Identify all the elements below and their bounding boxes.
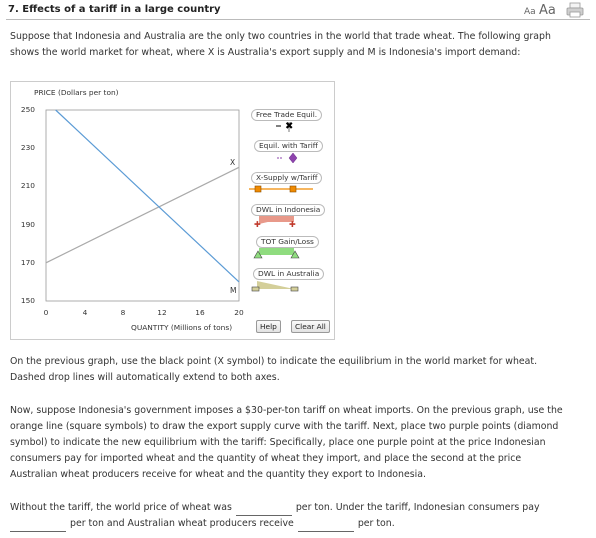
graph-panel xyxy=(10,81,335,340)
consumer-price-answer-blank[interactable] xyxy=(10,521,66,532)
svg-text:✚: ✚ xyxy=(254,220,261,229)
font-size-large-button[interactable]: Aa xyxy=(539,3,556,18)
y-tick-label: 230 xyxy=(20,143,35,152)
header-divider xyxy=(6,19,590,20)
salmon-area-icon[interactable] xyxy=(254,216,296,229)
x-tick-label: 8 xyxy=(120,308,126,317)
x-tick-label: 16 xyxy=(195,308,205,317)
palette-dwl-in-indonesia[interactable]: DWL in Indonesia xyxy=(251,204,325,216)
print-icon[interactable] xyxy=(565,2,585,18)
x-axis-title: QUANTITY (Millions of tons) xyxy=(131,323,233,332)
y-axis-title: PRICE (Dollars per ton) xyxy=(34,88,119,97)
palette-dwl-in-australia[interactable]: DWL in Australia xyxy=(253,268,324,280)
palette-free-trade-equil[interactable]: Free Trade Equil. xyxy=(251,109,322,121)
svg-text:✖: ✖ xyxy=(285,121,294,132)
x-tick-label: 4 xyxy=(82,308,88,317)
plot-area[interactable] xyxy=(46,110,239,301)
fill-in-question xyxy=(10,500,570,532)
clear-all-button[interactable]: Clear All xyxy=(291,320,330,333)
x-tick-label: 12 xyxy=(157,308,167,317)
x-tick-label: 20 xyxy=(234,308,244,317)
orange-square-line-icon[interactable] xyxy=(249,186,313,192)
question-title: 7. Effects of a tariff in a large country xyxy=(8,4,221,15)
fill-in-text-4: per ton. xyxy=(357,518,395,529)
black-x-icon[interactable] xyxy=(276,121,293,132)
y-tick-label: 250 xyxy=(20,105,35,114)
instruction-paragraph-1: On the previous graph, use the black point (X symbol) to indicate the equilibrium in the world market for wheat. Dashed drop lines will automatically extend to both axes. xyxy=(10,356,538,383)
instruction-paragraph-2: Now, suppose Indonesia's government imposes a $30-per-ton tariff on wheat imports. On the previous graph, use the orange line (square symbols) to draw the export supply curve with the tariff. Next, place two purple points (diamond symbol) to indicate the new equilibrium with the tariff: Specifically, place one purple point at the price Indonesian consumers pay for imported wheat and the quantity of wheat they import, and place the second at the price Australian wheat producers receive for wheat and the quantity they export to Indonesia. xyxy=(10,405,563,480)
question-header xyxy=(6,2,590,20)
x-tick-label: 0 xyxy=(43,308,49,317)
palette-tot-gain-loss[interactable]: TOT Gain/Loss xyxy=(256,236,319,248)
y-tick-label: 210 xyxy=(20,181,35,190)
demand-curve-label: M xyxy=(230,286,237,295)
y-tick-label: 150 xyxy=(20,296,35,305)
producer-price-answer-blank[interactable] xyxy=(298,521,354,532)
fill-in-text-1: Without the tariff, the world price of wheat was xyxy=(10,502,232,513)
supply-curve-label: X xyxy=(230,158,236,167)
y-tick-label: 190 xyxy=(20,220,35,229)
help-button[interactable]: Help xyxy=(256,320,281,333)
green-area-icon[interactable] xyxy=(254,248,299,258)
font-size-small-button[interactable]: Aa xyxy=(524,7,536,17)
fill-in-text-2: per ton. Under the tariff, Indonesian consumers pay xyxy=(295,502,540,513)
intro-paragraph: Suppose that Indonesia and Australia are the only two countries in the world that trade wheat. The following graph shows the world market for wheat, where X is Australia's export supply and M is Indonesia's import demand: xyxy=(10,31,551,58)
palette-equil-with-tariff[interactable]: Equil. with Tariff xyxy=(254,140,323,152)
palette-x-supply-with-tariff[interactable]: X-Supply w/Tariff xyxy=(251,172,322,184)
fill-in-text-3: per ton and Australian wheat producers receive xyxy=(70,518,294,529)
world-price-answer-blank[interactable] xyxy=(236,505,292,516)
y-tick-label: 170 xyxy=(20,258,35,267)
svg-text:✚: ✚ xyxy=(289,220,296,229)
